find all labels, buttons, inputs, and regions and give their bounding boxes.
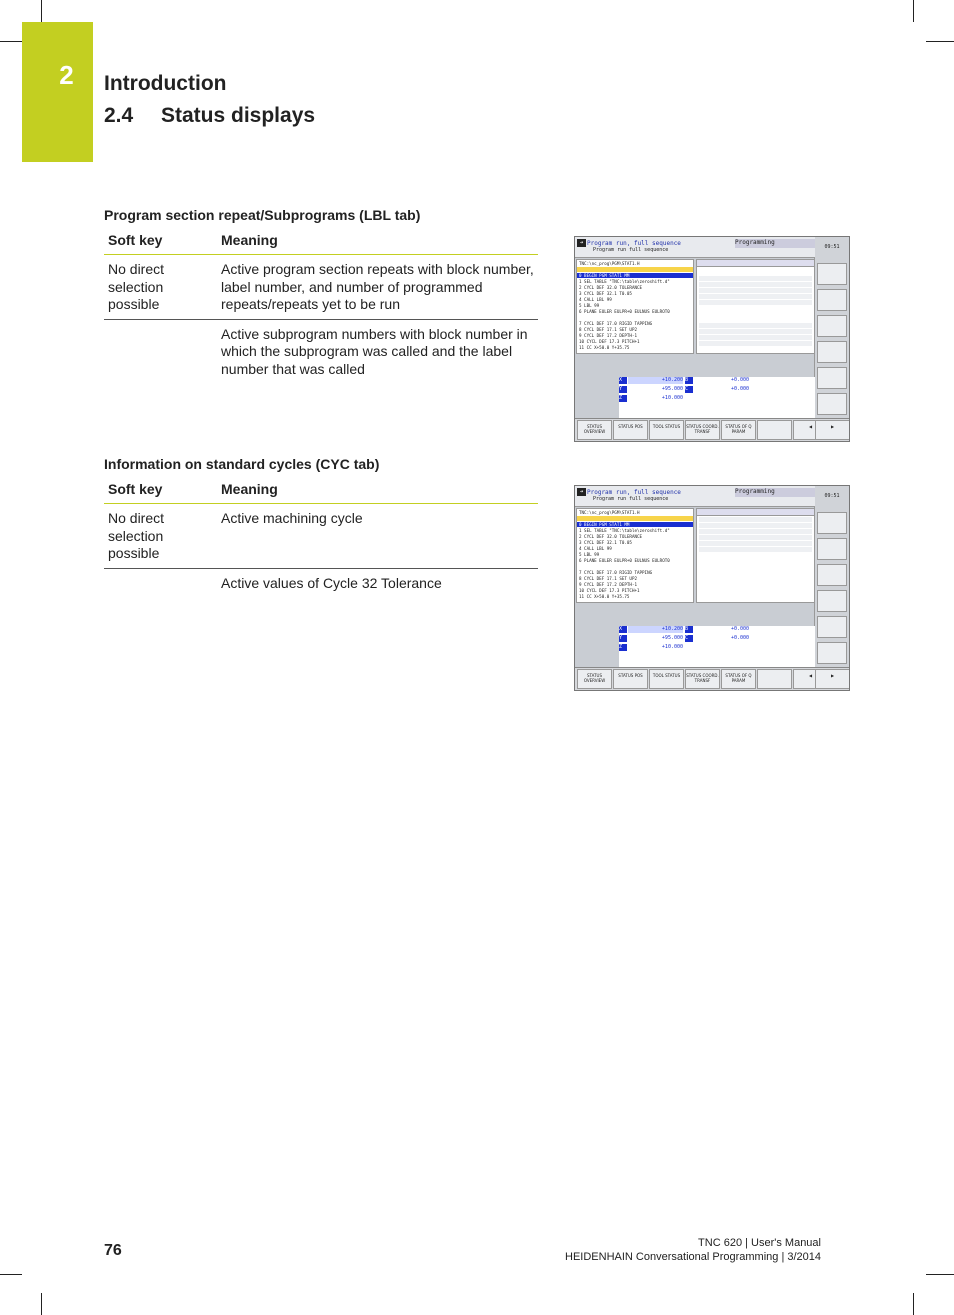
side-button[interactable] <box>817 616 847 638</box>
footer-line-2: HEIDENHAIN Conversational Programming | 3/2014 <box>565 1251 821 1263</box>
axis-value: +0.000 <box>694 377 749 384</box>
program-line: 9 CYCL DEF 17.2 DEPTH-1 <box>579 582 637 587</box>
side-button[interactable] <box>817 590 847 612</box>
crop-mark <box>926 1274 954 1275</box>
softkey-status-pos[interactable]: STATUS POS <box>613 669 648 689</box>
section-title: Status displays <box>161 104 316 127</box>
mode-title: Program run, full sequence <box>587 489 681 496</box>
softkey-tool-status[interactable]: TOOL STATUS <box>649 669 684 689</box>
side-button[interactable] <box>817 289 847 311</box>
col-softkey: Soft key <box>104 227 217 255</box>
highlight-row <box>577 267 693 272</box>
axis-label: X <box>619 377 627 384</box>
arrow-right-icon[interactable]: ▶ <box>815 669 850 689</box>
meaning-cell: Active values of Cycle 32 Tolerance <box>221 574 442 591</box>
table-row <box>104 255 538 320</box>
axis-label: Y <box>619 635 627 642</box>
clock: 09:51 <box>815 486 849 506</box>
program-line: 2 CYCL DEF 32.0 TOLERANCE <box>579 534 643 539</box>
meaning-cell: Active subprogram numbers with block number in which the subprogram was called and the label number that was called <box>221 325 528 377</box>
grid-row <box>699 547 812 553</box>
crop-mark <box>913 1293 914 1315</box>
cyc-heading: Information on standard cycles (CYC tab) <box>104 456 380 472</box>
axis-label: Y <box>619 386 627 393</box>
programming-label: Programming <box>735 239 815 248</box>
mode-subtitle: Program run full sequence <box>593 247 669 253</box>
position-display <box>619 377 815 419</box>
screenshot-cyc <box>574 485 850 691</box>
meaning-cell: Active machining cycle <box>217 504 538 569</box>
axis-label: B <box>685 626 693 633</box>
chapter-number: 2 <box>59 60 74 90</box>
axis-label: C <box>685 386 693 393</box>
page-number: 76 <box>104 1242 122 1259</box>
side-button[interactable] <box>817 538 847 560</box>
arrow-left-icon[interactable]: ◀ <box>793 420 828 440</box>
lbl-heading: Program section repeat/Subprograms (LBL tab) <box>104 207 421 223</box>
axis-label: X <box>619 626 627 633</box>
file-path: TNC:\nc_prog\PGM\STAT1.H <box>579 261 640 266</box>
side-button[interactable] <box>817 642 847 664</box>
program-line: 4 CALL LBL 99 <box>579 546 612 551</box>
lbl-table <box>104 227 538 383</box>
file-path: TNC:\nc_prog\PGM\STAT1.H <box>579 510 640 515</box>
crop-mark <box>41 1293 42 1315</box>
softkey-cell <box>104 319 217 383</box>
program-line: 2 CYCL DEF 32.0 TOLERANCE <box>579 285 643 290</box>
side-button[interactable] <box>817 367 847 389</box>
crop-mark <box>41 0 42 22</box>
run-icon: ➔ <box>577 488 586 496</box>
screen-header <box>575 237 815 258</box>
softkey-status-pos[interactable]: STATUS POS <box>613 420 648 440</box>
softkey-cell: No direct selection possible <box>104 504 217 569</box>
program-line: 5 LBL 99 <box>579 552 600 557</box>
meaning-cell: Active program section repeats with block number, label number, and number of programmed repeats/repeats yet to be run <box>217 255 538 320</box>
program-line: 0 BEGIN PGM STAT1 MM <box>579 273 630 278</box>
axis-label: B <box>685 377 693 384</box>
program-line: 0 BEGIN PGM STAT1 MM <box>579 522 630 527</box>
table-row <box>104 568 538 597</box>
footer <box>565 1236 821 1264</box>
softkey-q-param[interactable]: STATUS OF Q PARAM <box>721 420 756 440</box>
chapter-title: Introduction <box>104 72 227 95</box>
crop-mark <box>0 41 22 42</box>
program-line: 10 CYCL DEF 17.3 PITCH+1 <box>579 339 640 344</box>
screen-header <box>575 486 815 507</box>
status-tabs[interactable] <box>697 509 814 516</box>
run-icon: ➔ <box>577 239 586 247</box>
crop-mark <box>926 41 954 42</box>
program-line: 10 CYCL DEF 17.3 PITCH+1 <box>579 588 640 593</box>
axis-value: +10.200 <box>628 626 683 633</box>
program-line: 1 SEL TABLE "TNC:\table\zeroshift.d" <box>579 279 670 284</box>
grid-row <box>699 341 812 347</box>
mode-subtitle: Program run full sequence <box>593 496 669 502</box>
program-line: 6 PLANE EULER EULPR+0 EULNUS EULROT0 <box>579 558 670 563</box>
axis-label: Z <box>619 395 627 402</box>
mode-title: Program run, full sequence <box>587 240 681 247</box>
softkey-empty[interactable] <box>757 420 792 440</box>
table-row <box>104 319 538 383</box>
cyc-table <box>104 476 538 597</box>
program-line: 9 CYCL DEF 17.2 DEPTH-1 <box>579 333 637 338</box>
program-line: 3 CYCL DEF 32.1 T0.05 <box>579 291 632 296</box>
program-line: 8 CYCL DEF 17.1 SET UP2 <box>579 576 637 581</box>
program-line: 1 SEL TABLE "TNC:\table\zeroshift.d" <box>579 528 670 533</box>
status-panel <box>696 508 815 603</box>
arrow-left-icon[interactable]: ◀ <box>793 669 828 689</box>
softkey-status-overview[interactable]: STATUS OVERVIEW <box>577 420 612 440</box>
program-line: 11 CC X+50.0 Y+35.75 <box>579 345 630 350</box>
program-line: 5 LBL 99 <box>579 303 600 308</box>
col-softkey: Soft key <box>104 476 217 504</box>
softkey-bar <box>575 667 849 690</box>
program-line: 7 CYCL DEF 17.0 RIGID TAPPING <box>579 570 653 575</box>
axis-label: Z <box>619 644 627 651</box>
program-line: 6 PLANE EULER EULPR+0 EULNUS EULROT0 <box>579 309 670 314</box>
position-display <box>619 626 815 668</box>
softkey-coord-transf[interactable]: STATUS COORD. TRANSF <box>685 669 720 689</box>
screenshot-lbl <box>574 236 850 442</box>
axis-value: +95.000 <box>628 386 683 393</box>
axis-value: +10.000 <box>628 395 683 402</box>
crop-mark <box>0 1274 22 1275</box>
crop-mark <box>913 0 914 22</box>
side-button[interactable] <box>817 564 847 586</box>
axis-value: +0.000 <box>694 635 749 642</box>
section-number: 2.4 <box>104 104 134 127</box>
side-panel <box>814 506 849 669</box>
program-line: 11 CC X+50.0 Y+35.75 <box>579 594 630 599</box>
axis-label: C <box>685 635 693 642</box>
softkey-empty[interactable] <box>757 669 792 689</box>
grid-row <box>699 300 812 306</box>
side-button[interactable] <box>817 512 847 534</box>
axis-value: +10.200 <box>628 377 683 384</box>
program-line: 8 CYCL DEF 17.1 SET UP2 <box>579 327 637 332</box>
col-meaning: Meaning <box>217 227 538 255</box>
status-tabs[interactable] <box>697 260 814 267</box>
side-button[interactable] <box>817 315 847 337</box>
footer-line-1: TNC 620 | User's Manual <box>698 1237 821 1249</box>
program-list <box>576 259 694 354</box>
clock: 09:51 <box>815 237 849 257</box>
side-button[interactable] <box>817 341 847 363</box>
side-button[interactable] <box>817 263 847 285</box>
softkey-bar <box>575 418 849 441</box>
softkey-cell: No direct selection possible <box>104 255 217 320</box>
program-line: 4 CALL LBL 99 <box>579 297 612 302</box>
program-list <box>576 508 694 603</box>
side-panel <box>814 257 849 420</box>
col-meaning: Meaning <box>217 476 538 504</box>
softkey-status-overview[interactable]: STATUS OVERVIEW <box>577 669 612 689</box>
status-panel <box>696 259 815 354</box>
table-row <box>104 504 538 569</box>
softkey-q-param[interactable]: STATUS OF Q PARAM <box>721 669 756 689</box>
programming-label: Programming <box>735 488 815 497</box>
axis-value: +10.000 <box>628 644 683 651</box>
program-line: 7 CYCL DEF 17.0 RIGID TAPPING <box>579 321 653 326</box>
axis-value: +0.000 <box>694 386 749 393</box>
program-line: 3 CYCL DEF 32.1 T0.05 <box>579 540 632 545</box>
softkey-tool-status[interactable]: TOOL STATUS <box>649 420 684 440</box>
chapter-tab <box>22 22 93 162</box>
axis-value: +95.000 <box>628 635 683 642</box>
side-button[interactable] <box>817 393 847 415</box>
highlight-row <box>577 516 693 521</box>
softkey-coord-transf[interactable]: STATUS COORD. TRANSF <box>685 420 720 440</box>
arrow-right-icon[interactable]: ▶ <box>815 420 850 440</box>
axis-value: +0.000 <box>694 626 749 633</box>
softkey-cell <box>104 568 217 597</box>
